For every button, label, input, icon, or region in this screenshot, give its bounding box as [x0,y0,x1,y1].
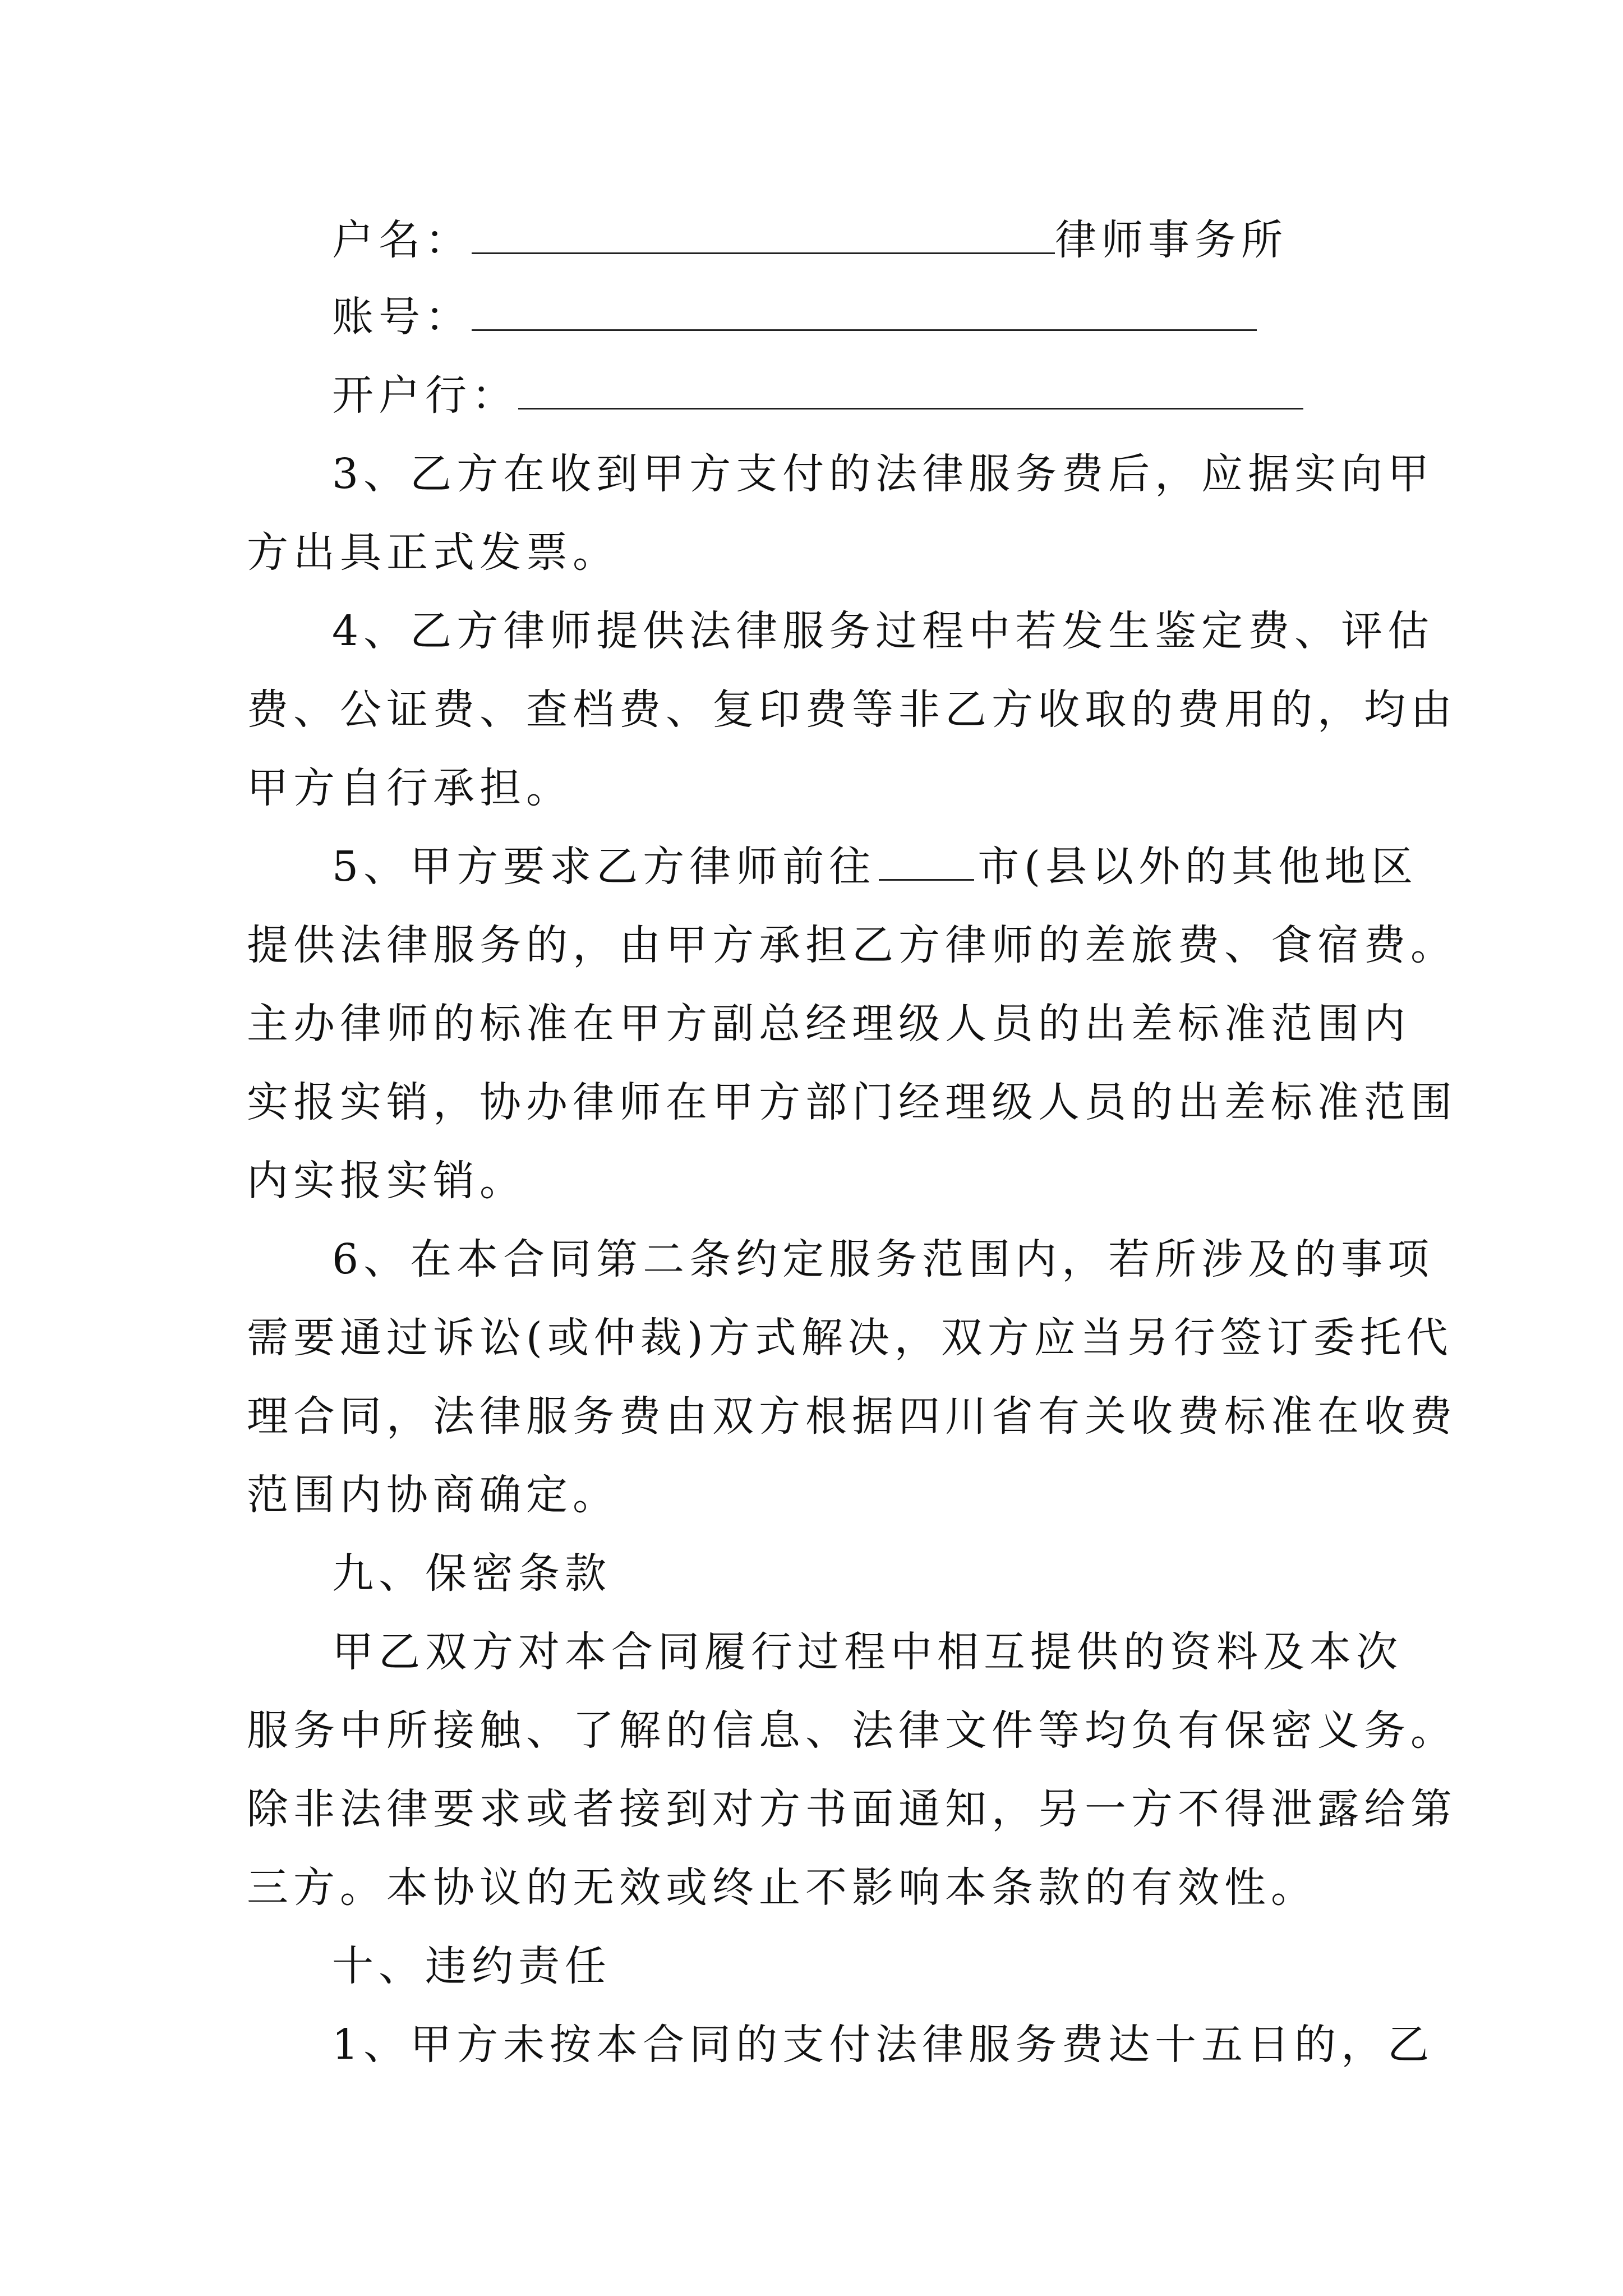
clause-5-line-1 [332,839,1418,895]
clause-5-line-5: 内实报实销。 [247,1157,526,1205]
section-9-line-2: 服务中所接触、了解的信息、法律文件等均负有保密义务。 [247,1706,1457,1755]
clause-3-line-1: 3、乙方在收到甲方支付的法律服务费后，应据实向甲 [332,450,1435,498]
clause-3-line-2: 方出具正式发票。 [247,528,619,577]
section-9-title: 九、保密条款 [332,1549,611,1598]
clause-5-line-1-end: 市(县以外的其他地区 [978,843,1418,891]
clause-6-line-4: 范围内协商确定。 [247,1471,619,1519]
section-10-line-1: 1、甲方未按本合同的支付法律服务费达十五日的，乙 [332,2021,1435,2069]
account-bank-blank [518,374,1303,409]
account-number-label: 账号： [332,293,472,341]
section-9-line-3: 除非法律要求或者接到对方书面通知，另一方不得泄露给第 [247,1785,1457,1833]
clause-6-line-2: 需要通过诉讼(或仲裁)方式解决，双方应当另行签订委托代 [247,1314,1453,1362]
clause-4-line-1: 4、乙方律师提供法律服务过程中若发生鉴定费、评估 [332,607,1435,655]
clause-5-line-2: 提供法律服务的，由甲方承担乙方律师的差旅费、食宿费。 [247,921,1457,969]
section-9-line-1: 甲乙双方对本合同履行过程中相互提供的资料及本次 [332,1628,1403,1676]
clause-5-line-3: 主办律师的标准在甲方副总经理级人员的出差标准范围内 [247,1000,1410,1048]
section-10-title: 十、违约责任 [332,1942,611,1990]
clause-5-line-4: 实报实销，协办律师在甲方部门经理级人员的出差标准范围 [247,1078,1457,1126]
clause-5-line-1-start: 5、甲方要求乙方律师前往 [332,843,876,891]
city-blank [879,845,974,881]
clause-4-line-2: 费、公证费、查档费、复印费等非乙方收取的费用的，均由 [247,685,1457,734]
account-number-blank [472,296,1257,331]
account-name-blank [472,219,1055,254]
clause-6-line-3: 理合同，法律服务费由双方根据四川省有关收费标准在收费 [247,1392,1457,1441]
account-number-line [332,289,1257,345]
account-bank-line [332,367,1303,424]
account-name-line [332,212,1288,268]
clause-6-line-1: 6、在本合同第二条约定服务范围内，若所涉及的事项 [332,1235,1435,1283]
account-name-suffix: 律师事务所 [1055,216,1288,264]
account-bank-label: 开户行： [332,371,518,420]
account-name-label: 户名： [332,216,472,264]
clause-4-line-3: 甲方自行承担。 [247,764,573,812]
section-9-line-4: 三方。本协议的无效或终止不影响本条款的有效性。 [247,1864,1317,1912]
